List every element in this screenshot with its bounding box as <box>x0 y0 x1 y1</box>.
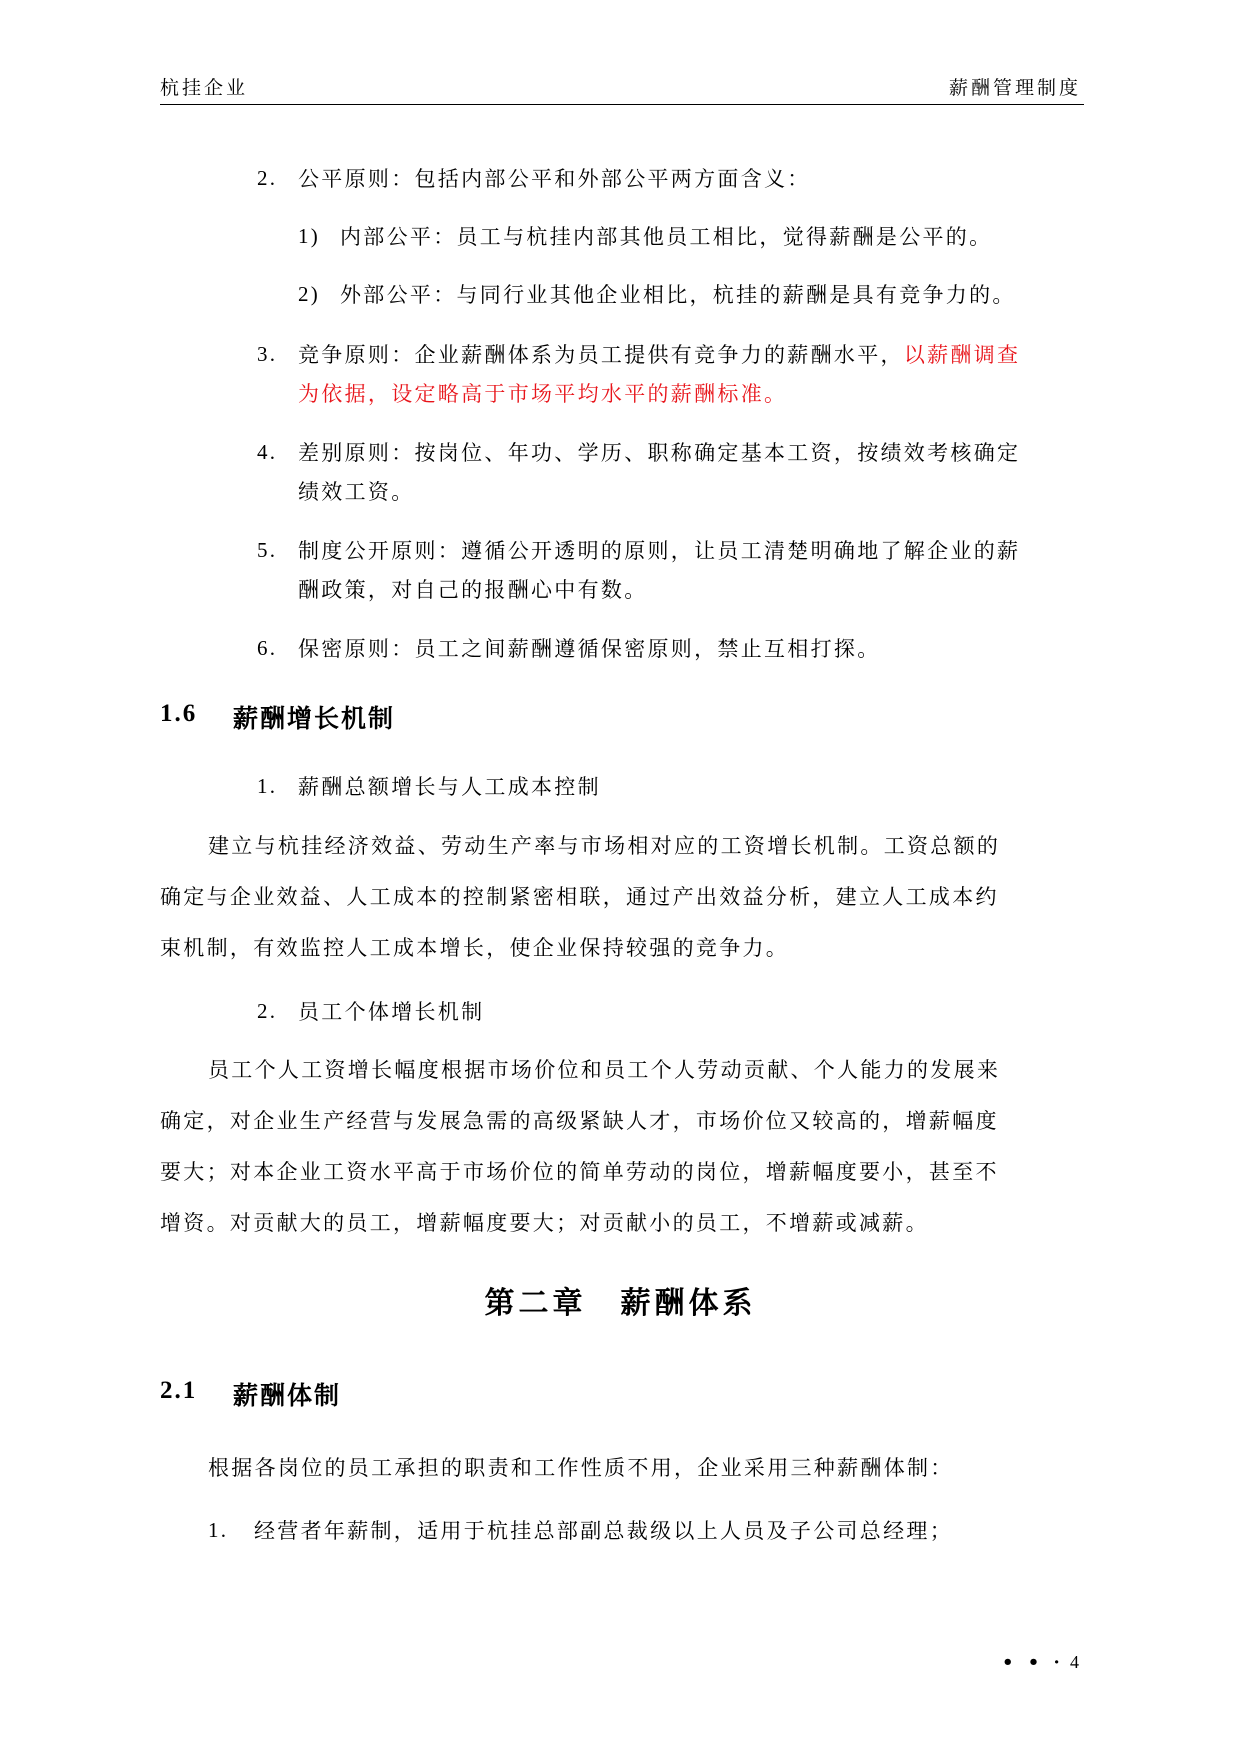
item-3-line-1 <box>298 339 1020 369</box>
item-3-highlight-1: 以薪酬调查 <box>903 343 1021 367</box>
paragraph-2-line-2: 确定，对企业生产经营与发展急需的高级紧缺人才，市场价位又较高的，增薪幅度 <box>160 1109 999 1133</box>
item-6-number: 6. <box>257 636 278 660</box>
subsection-1-title: 薪酬总额增长与人工成本控制 <box>298 775 601 799</box>
item-3-number: 3. <box>257 342 278 366</box>
item-4-line-2: 绩效工资。 <box>298 480 415 504</box>
item-2-text: 公平原则：包括内部公平和外部公平两方面含义： <box>298 167 811 191</box>
paragraph-1-line-2: 确定与企业效益、人工成本的控制紧密相联，通过产出效益分析，建立人工成本约 <box>160 885 999 909</box>
section-1-6-title: 薪酬增长机制 <box>233 704 396 733</box>
item-4-number: 4. <box>257 440 278 464</box>
item-6-text: 保密原则：员工之间薪酬遵循保密原则，禁止互相打探。 <box>298 637 881 661</box>
section-2-1-title: 薪酬体制 <box>233 1381 342 1410</box>
subsection-1-number: 1. <box>257 774 278 798</box>
item-5-number: 5. <box>257 538 278 562</box>
header-rule <box>160 104 1084 105</box>
item-2-number: 2. <box>257 166 278 190</box>
section-2-1-paragraph: 根据各岗位的员工承担的职责和工作性质不用，企业采用三种薪酬体制： <box>208 1456 954 1480</box>
item-4-line-1: 差别原则：按岗位、年功、学历、职称确定基本工资，按绩效考核确定 <box>298 441 1021 465</box>
list-item-1-text: 经营者年薪制，适用于杭挂总部副总裁级以上人员及子公司总经理； <box>254 1519 953 1543</box>
paragraph-2-line-1: 员工个人工资增长幅度根据市场价位和员工个人劳动贡献、个人能力的发展来 <box>208 1058 1001 1082</box>
subitem-1-number: 1) <box>298 224 321 248</box>
list-item-1-number: 1. <box>208 1518 229 1542</box>
page-number: 4 <box>1070 1652 1079 1672</box>
section-2-1-number: 2.1 <box>160 1377 198 1404</box>
footer-dots: • • · <box>1002 1652 1064 1673</box>
paragraph-1-line-3: 束机制，有效监控人工成本增长，使企业保持较强的竞争力。 <box>160 936 790 960</box>
paragraph-2-line-4: 增资。对贡献大的员工，增薪幅度要大；对贡献小的员工，不增薪或减薪。 <box>160 1211 929 1235</box>
subitem-1-text: 内部公平：员工与杭挂内部其他员工相比，觉得薪酬是公平的。 <box>340 225 993 249</box>
item-3-highlight-2: 为依据，设定略高于市场平均水平的薪酬标准。 <box>298 382 788 406</box>
subitem-2-number: 2) <box>298 282 321 306</box>
subsection-2-number: 2. <box>257 999 278 1023</box>
paragraph-1-line-1: 建立与杭挂经济效益、劳动生产率与市场相对应的工资增长机制。工资总额的 <box>208 834 1001 858</box>
chapter-2-title: 第二章 薪酬体系 <box>484 1286 757 1321</box>
header-doc-title: 薪酬管理制度 <box>948 77 1081 99</box>
item-5-line-2: 酬政策，对自己的报酬心中有数。 <box>298 578 648 602</box>
subsection-2-title: 员工个体增长机制 <box>298 1000 485 1024</box>
subitem-2-text: 外部公平：与同行业其他企业相比，杭挂的薪酬是具有竞争力的。 <box>340 283 1016 307</box>
item-5-line-1: 制度公开原则：遵循公开透明的原则，让员工清楚明确地了解企业的薪 <box>298 539 1021 563</box>
item-3-text: 竞争原则：企业薪酬体系为员工提供有竞争力的薪酬水平， <box>298 343 904 367</box>
paragraph-2-line-3: 要大；对本企业工资水平高于市场价位的简单劳动的岗位，增薪幅度要小，甚至不 <box>160 1160 999 1184</box>
section-1-6-number: 1.6 <box>160 700 198 727</box>
header-company: 杭挂企业 <box>160 77 249 99</box>
